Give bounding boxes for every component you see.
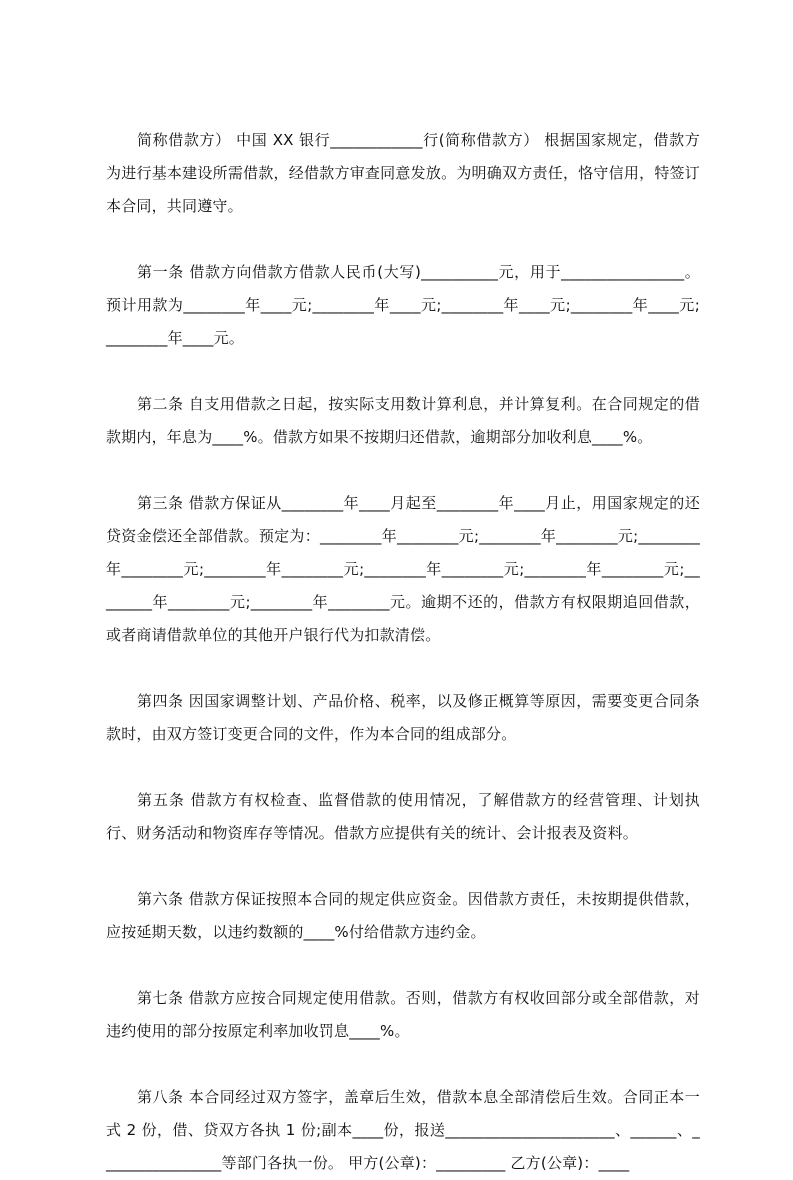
- article-5: 第五条 借款方有权检查、监督借款的使用情况，了解借款方的经营管理、计划执行、财务活动和物资库存等情况。借款方应提供有关的统计、会计报表及资料。: [106, 791, 700, 842]
- contract-preamble: 简称借款方） 中国 XX 银行____________行(简称借款方） 根据国家规定，借款方为进行基本建设所需借款，经借款方审查同意发放。为明确双方责任，恪守信用，特签订本合同，共同遵守。: [106, 131, 700, 215]
- article-8: 第八条 本合同经过双方签字，盖章后生效，借款本息全部清偿后生效。合同正本一式 2 份，借、贷双方各执 1 份;副本____份，报送______________________、______、________________等部门各执一份。 甲方(公章)：_________ 乙方(公章)：____: [106, 1088, 700, 1172]
- contract-body: [106, 124, 700, 1180]
- article-6: 第六条 借款方保证按照本合同的规定供应资金。因借款方责任，未按期提供借款，应按延期天数，以违约数额的____%付给借款方违约金。: [106, 890, 700, 941]
- article-7: 第七条 借款方应按合同规定使用借款。否则，借款方有权收回部分或全部借款，对违约使用的部分按原定利率加收罚息____%。: [106, 989, 700, 1040]
- article-1: 第一条 借款方向借款方借款人民币(大写)__________元，用于________________。预计用款为________年____元;________年____元;________年____元;________年____元;________年____元。: [106, 263, 700, 347]
- article-3: 第三条 借款方保证从________年____月起至________年____月止，用国家规定的还贷资金偿还全部借款。预定为：________年________元;________年________元;________年________元;________年________元;________年________元;________年________元;________年________元;________年________元。逾期不还的，借款方有权限期追回借款，或者商请借款单位的其他开户银行代为扣款清偿。: [106, 494, 700, 644]
- article-2: 第二条 自支用借款之日起，按实际支用数计算利息，并计算复利。在合同规定的借款期内，年息为____%。借款方如果不按期归还借款，逾期部分加收利息____%。: [106, 395, 700, 446]
- article-4: 第四条 因国家调整计划、产品价格、税率，以及修正概算等原因，需要变更合同条款时，由双方签订变更合同的文件，作为本合同的组成部分。: [106, 692, 700, 743]
